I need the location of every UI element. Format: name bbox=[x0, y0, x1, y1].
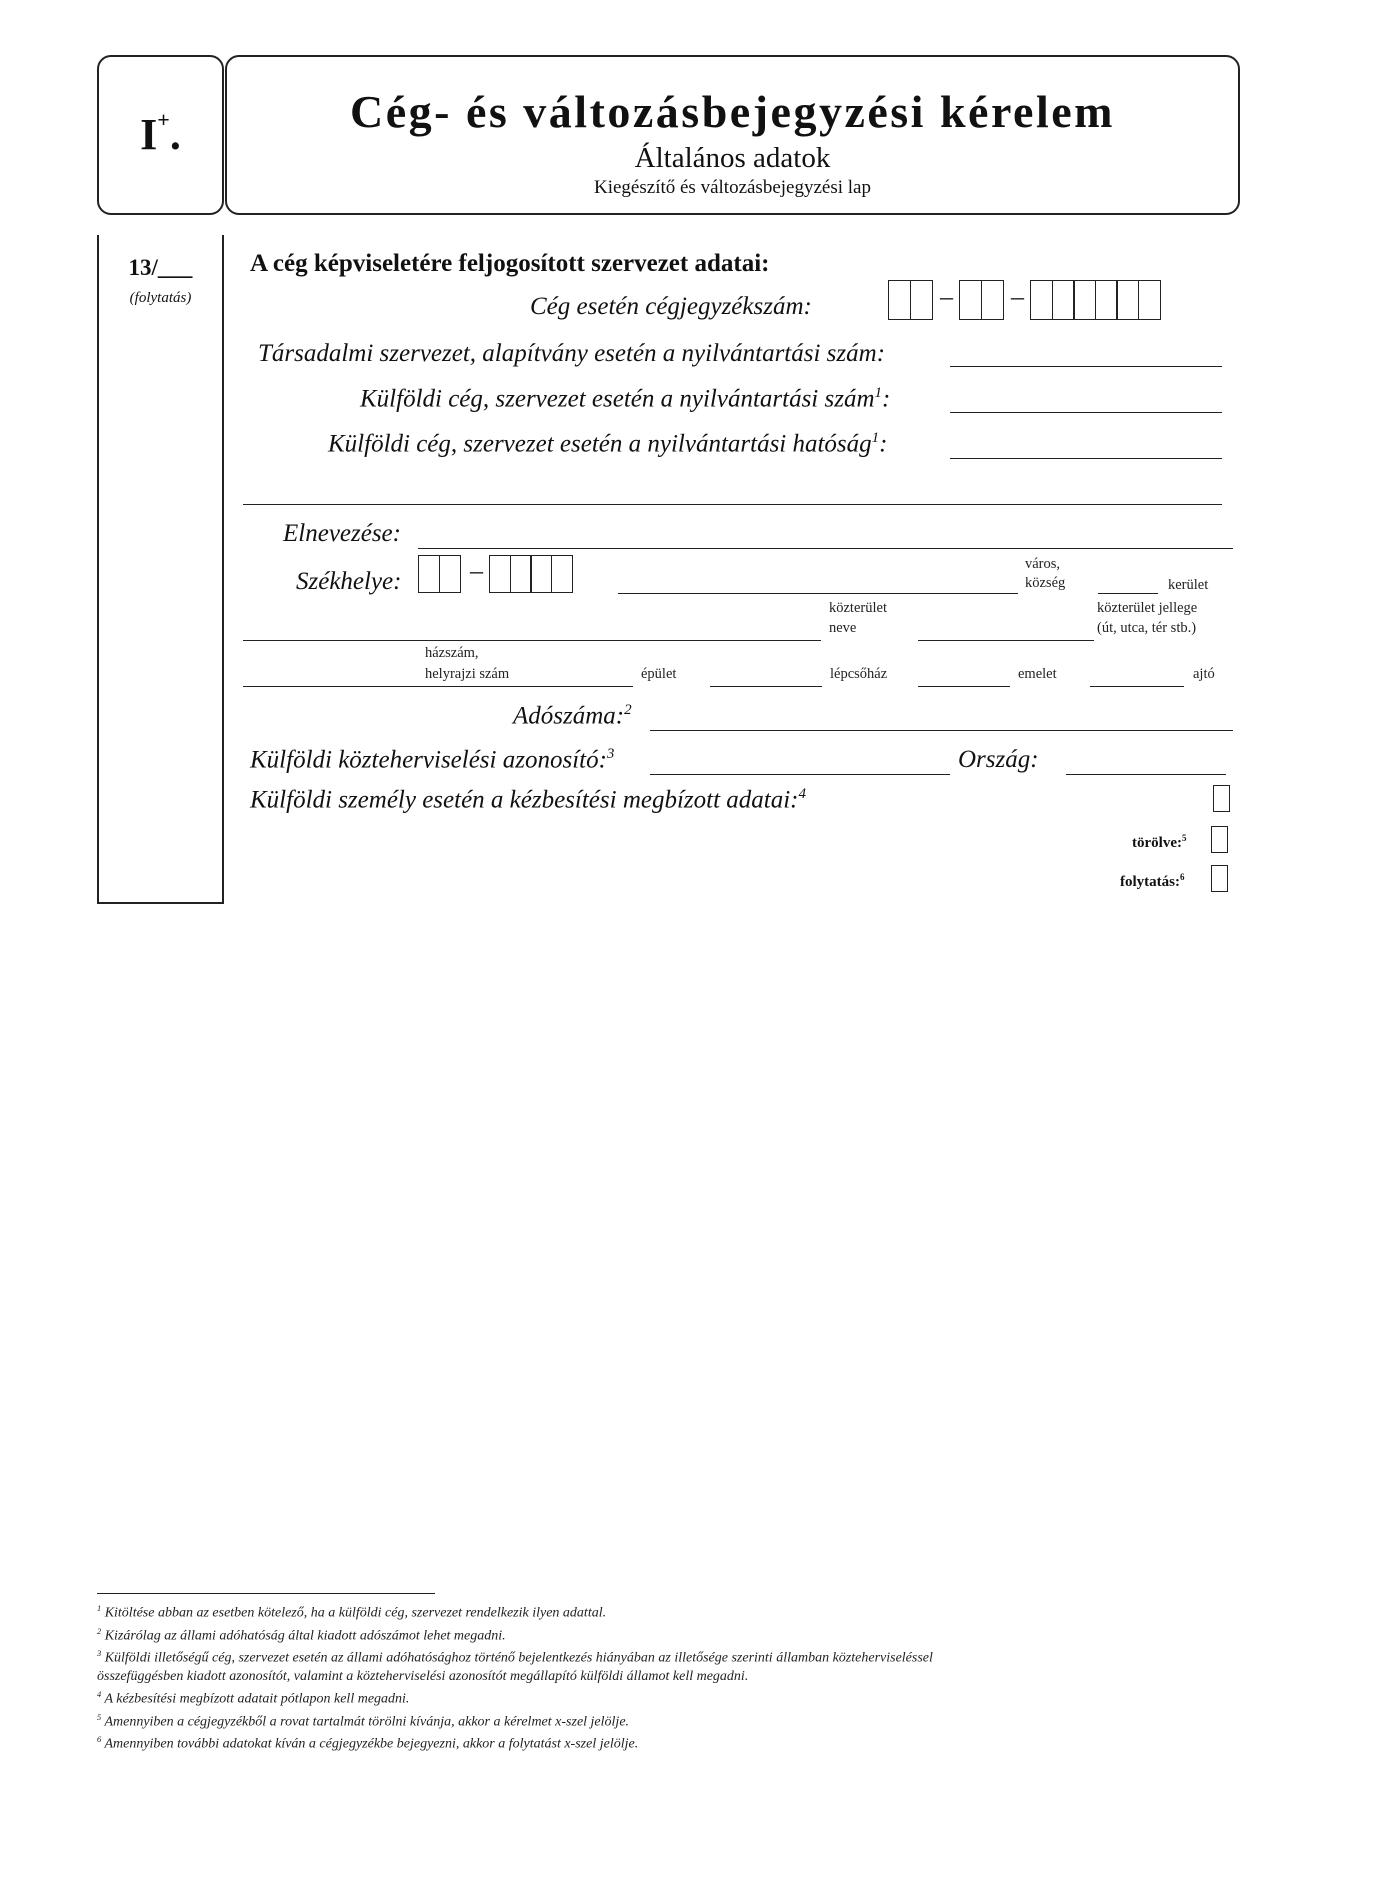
torolve-label: törölve:$^5$ bbox=[1132, 833, 1187, 851]
digit-cell[interactable] bbox=[439, 555, 461, 593]
section-heading: A cég képviseletére feljogosított szervezet adatai: bbox=[250, 250, 770, 277]
cegjegyzekszam-part1[interactable] bbox=[888, 280, 931, 320]
epulet-label: épület bbox=[641, 666, 677, 682]
digit-cell[interactable] bbox=[1073, 280, 1096, 320]
digit-cell[interactable] bbox=[530, 555, 552, 593]
hatosag-continuation-field[interactable] bbox=[243, 504, 1222, 505]
ajto-label: ajtó bbox=[1193, 666, 1215, 682]
hazszam-label: házszám, bbox=[425, 645, 479, 661]
adoszama-label: Adószáma:$^2$ bbox=[513, 702, 632, 730]
lepcsohaz-field[interactable] bbox=[918, 686, 1010, 687]
tarsadalmi-field[interactable] bbox=[950, 366, 1222, 367]
form-code-main: I bbox=[140, 110, 158, 159]
digit-cell[interactable] bbox=[1095, 280, 1118, 320]
folytatas-label: folytatás:$^6$ bbox=[1120, 872, 1185, 890]
helyrajzi-label: helyrajzi szám bbox=[425, 666, 510, 682]
kozterulet-jellege-label: közterület jellege bbox=[1097, 600, 1198, 616]
neve-label: neve bbox=[829, 620, 857, 636]
jellege-pelda-label: (út, utca, tér stb.) bbox=[1097, 620, 1197, 636]
digit-cell[interactable] bbox=[1116, 280, 1139, 320]
kezbesitesi-label: Külföldi személy esetén a kézbesítési megbízott adatai:$^4$ bbox=[250, 786, 807, 814]
digit-cell[interactable] bbox=[1030, 280, 1053, 320]
footnote-6: $^6$ Amennyiben további adatokat kíván a cégjegyzékbe bejegyezni, akkor a folytatást x-szel jelölje. bbox=[97, 1735, 639, 1752]
kulfoldi-hatosag-label: Külföldi cég, szervezet esetén a nyilvántartási hatóság$^1$: bbox=[328, 430, 888, 458]
digit-cell[interactable] bbox=[959, 280, 982, 320]
dash-separator: – bbox=[1011, 282, 1024, 311]
cegjegyzekszam-part3[interactable] bbox=[1030, 280, 1159, 320]
digit-cell[interactable] bbox=[510, 555, 532, 593]
kezbesitesi-checkbox[interactable] bbox=[1213, 785, 1230, 812]
page-subsubtitle: Kiegészítő és változásbejegyzési lap bbox=[594, 177, 871, 198]
page-subtitle: Általános adatok bbox=[634, 142, 831, 174]
footnote-2: $^2$ Kizárólag az állami adóhatóság által kiadott adószámot lehet megadni. bbox=[97, 1626, 506, 1644]
page-title: Cég- és változásbejegyzési kérelem bbox=[350, 86, 1115, 137]
kozterulet-neve-field[interactable] bbox=[243, 640, 821, 641]
footnote-1: $^1$ Kitöltése abban az esetben kötelező, ha a külföldi cég, szervezet rendelkezik ilyen adattal. bbox=[97, 1604, 607, 1621]
kozseg-label: község bbox=[1025, 575, 1066, 591]
elnevezese-label: Elnevezése: bbox=[283, 520, 401, 547]
kerulet-label: kerület bbox=[1168, 577, 1209, 593]
digit-cell[interactable] bbox=[910, 280, 933, 320]
digit-cell[interactable] bbox=[981, 280, 1004, 320]
row-note: (folytatás) bbox=[129, 290, 192, 306]
digit-cell[interactable] bbox=[1138, 280, 1161, 320]
kerulet-field[interactable] bbox=[1098, 593, 1158, 594]
form-code-sup: + bbox=[157, 107, 170, 132]
footnote-5: $^5$ Amennyiben a cégjegyzékből a rovat tartalmát törölni kívánja, akkor a kérelmet x-szel jelölje. bbox=[97, 1712, 630, 1730]
form-code bbox=[99, 107, 222, 160]
iranyitoszam-part1[interactable] bbox=[418, 555, 459, 593]
digit-cell[interactable] bbox=[489, 555, 511, 593]
row-number: 13/___ bbox=[128, 255, 193, 280]
kulfoldi-szam-label: Külföldi cég, szervezet esetén a nyilvántartási szám$^1$: bbox=[360, 385, 891, 413]
iranyitoszam-part2[interactable] bbox=[489, 555, 571, 593]
kozteher-label: Külföldi közteherviselési azonosító:$^3$ bbox=[250, 746, 615, 774]
footnote-3-cont: összefüggésben kiadott azonosítót, valamint a közteherviselési azonosítót megállapító külföldi államot kell megadni. bbox=[97, 1668, 749, 1684]
digit-cell[interactable] bbox=[1052, 280, 1075, 320]
emelet-label: emelet bbox=[1018, 666, 1057, 682]
epulet-field[interactable] bbox=[710, 686, 822, 687]
form-code-dot: . bbox=[169, 110, 181, 159]
footnotes bbox=[97, 1600, 1237, 1754]
orszag-field[interactable] bbox=[1066, 774, 1226, 775]
hazszam-field[interactable] bbox=[243, 686, 633, 687]
varos-field[interactable] bbox=[618, 593, 1018, 594]
kulfoldi-hatosag-field[interactable] bbox=[950, 458, 1222, 459]
cegjegyzekszam-part2[interactable] bbox=[959, 280, 1002, 320]
dash-separator: – bbox=[940, 282, 953, 311]
title-box bbox=[225, 55, 1240, 215]
kozterulet-label: közterület bbox=[829, 600, 887, 616]
emelet-field[interactable] bbox=[1090, 686, 1184, 687]
torolve-checkbox[interactable] bbox=[1211, 826, 1228, 853]
digit-cell[interactable] bbox=[888, 280, 911, 320]
lepcsohaz-label: lépcsőház bbox=[830, 666, 888, 682]
digit-cell[interactable] bbox=[418, 555, 440, 593]
footnote-3: $^3$ Külföldi illetőségű cég, szervezet esetén az állami adóhatósághoz történő bejelentkezés hiányában az illetősége szerinti államban közteherviseléssel bbox=[97, 1649, 933, 1666]
footnote-4: $^4$ A kézbesítési megbízott adatait pótlapon kell megadni. bbox=[97, 1689, 410, 1707]
tarsadalmi-label: Társadalmi szervezet, alapítvány esetén a nyilvántartási szám: bbox=[258, 340, 886, 367]
kozteher-field[interactable] bbox=[650, 774, 950, 775]
digit-cell[interactable] bbox=[551, 555, 573, 593]
kulfoldi-szam-field[interactable] bbox=[950, 412, 1222, 413]
ceg-label: Cég esetén cégjegyzékszám: bbox=[530, 293, 812, 320]
form-code-box bbox=[97, 55, 224, 215]
side-column bbox=[97, 235, 224, 904]
elnevezese-field[interactable] bbox=[418, 548, 1233, 549]
footnote-divider bbox=[97, 1593, 435, 1594]
folytatas-checkbox[interactable] bbox=[1211, 865, 1228, 892]
kozterulet-jellege-field[interactable] bbox=[918, 640, 1094, 641]
adoszama-field[interactable] bbox=[650, 730, 1233, 731]
szekhelye-label: Székhelye: bbox=[296, 568, 402, 595]
orszag-label: Ország: bbox=[958, 746, 1039, 773]
dash-separator: – bbox=[470, 556, 483, 585]
varos-label: város, bbox=[1025, 556, 1061, 572]
